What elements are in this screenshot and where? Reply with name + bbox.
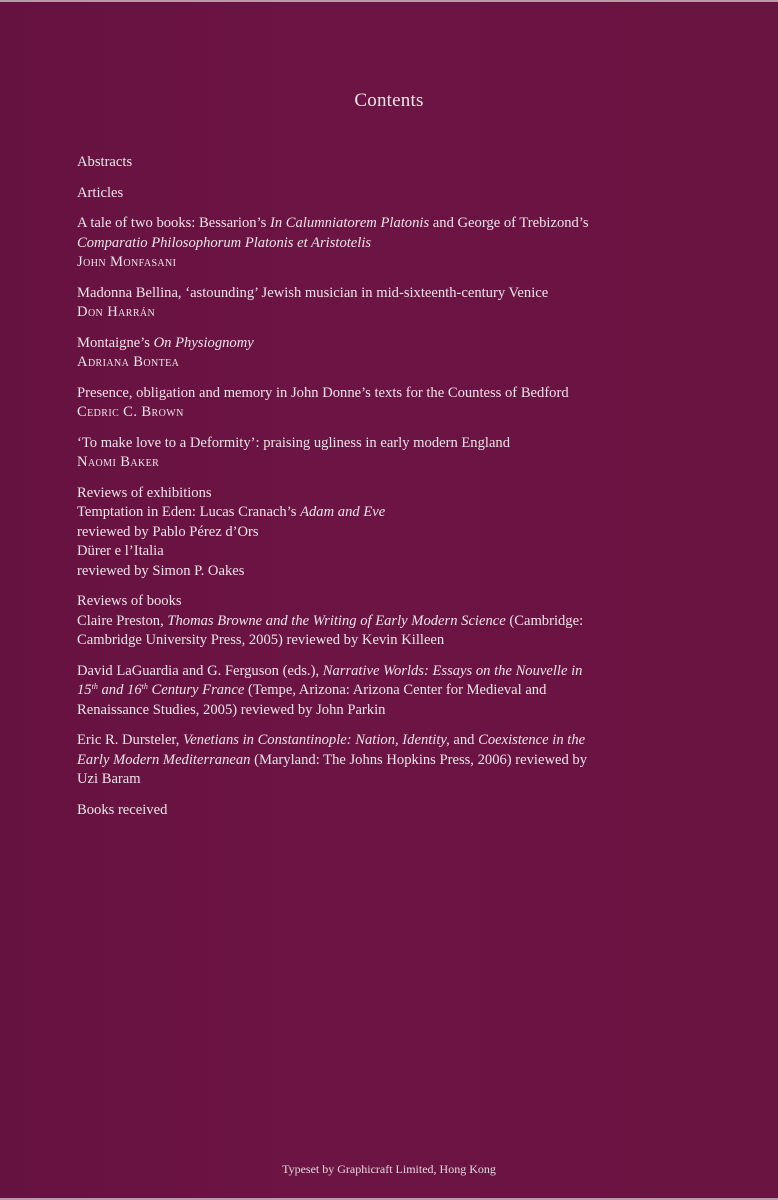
toc-entry-books-received[interactable] [77,801,727,821]
toc-entry-article[interactable] [77,384,727,423]
toc-entry-book-review[interactable] [77,612,727,651]
exhibition-title: Temptation in Eden: Lucas Cranach’s Adam and Eve [77,504,386,520]
article-title: ‘To make love to a Deformity’: praising ugliness in early modern England [77,434,511,451]
book-review-line: Early Modern Mediterranean (Maryland: The Johns Hopkins Press, 2006) reviewed by [77,751,588,768]
book-review-line: Eric R. Dursteler, Venetians in Constantinople: Nation, Identity, and Coexistence in the [77,732,586,748]
book-review-line: David LaGuardia and G. Ferguson (eds.), Narrative Worlds: Essays on the Nouvelle in [77,662,583,679]
books-heading: Reviews of books [77,593,182,609]
typesetter-credit: Typeset by Graphicraft Limited, Hong Kong [282,1162,496,1176]
article-author: Adriana Bontea [77,354,180,370]
toc-entry-book-review[interactable] [77,731,727,790]
article-author: Cedric C. Brown [77,404,184,420]
toc-entry-article[interactable] [77,284,727,323]
book-review-line: Claire Preston, Thomas Browne and the Writing of Early Modern Science (Cambridge: [77,612,584,629]
toc-entry-abstracts[interactable] [77,153,727,173]
article-title: A tale of two books: Bessarion’s In Calumniatorem Platonis and George of Trebizond’s [77,215,589,231]
page-title: Contents [354,90,424,111]
exhibition-title: Dürer e l’Italia [77,543,164,559]
section-heading-articles [77,184,727,204]
section-book-reviews [77,592,727,651]
exhibition-reviewer: reviewed by Simon P. Oakes [77,562,245,579]
abstracts-label: Abstracts [77,154,133,170]
book-review-line: Uzi Baram [77,771,141,787]
article-title-continued: Comparatio Philosophorum Platonis et Aristotelis [77,234,372,251]
article-author: Don Harrán [77,304,156,320]
toc-entry-exhibition-review[interactable] [77,503,727,542]
toc-entry-article[interactable] [77,434,727,473]
toc-entry-book-review[interactable] [77,662,727,721]
toc-entry-exhibition-review[interactable] [77,542,727,581]
table-of-contents [77,153,727,831]
section-exhibition-reviews [77,484,727,582]
toc-entry-article[interactable] [77,214,727,273]
article-title: Presence, obligation and memory in John Donne’s texts for the Countess of Bedford [77,384,569,401]
exhibitions-heading: Reviews of exhibitions [77,484,212,501]
article-author: John Monfasani [77,254,177,270]
article-title: Madonna Bellina, ‘astounding’ Jewish musician in mid-sixteenth-century Venice [77,284,549,301]
book-review-line: 15th and 16th Century France (Tempe, Arizona: Arizona Center for Medieval and [77,682,547,698]
book-review-line: Cambridge University Press, 2005) reviewed by Kevin Killeen [77,632,445,648]
toc-entry-article[interactable] [77,334,727,373]
article-author: Naomi Baker [77,454,160,470]
book-review-line: Renaissance Studies, 2005) reviewed by John Parkin [77,701,386,718]
books-received-label: Books received [77,801,168,818]
articles-heading: Articles [77,184,124,201]
article-title: Montaigne’s On Physiognomy [77,334,254,351]
exhibition-reviewer: reviewed by Pablo Pérez d’Ors [77,523,259,540]
